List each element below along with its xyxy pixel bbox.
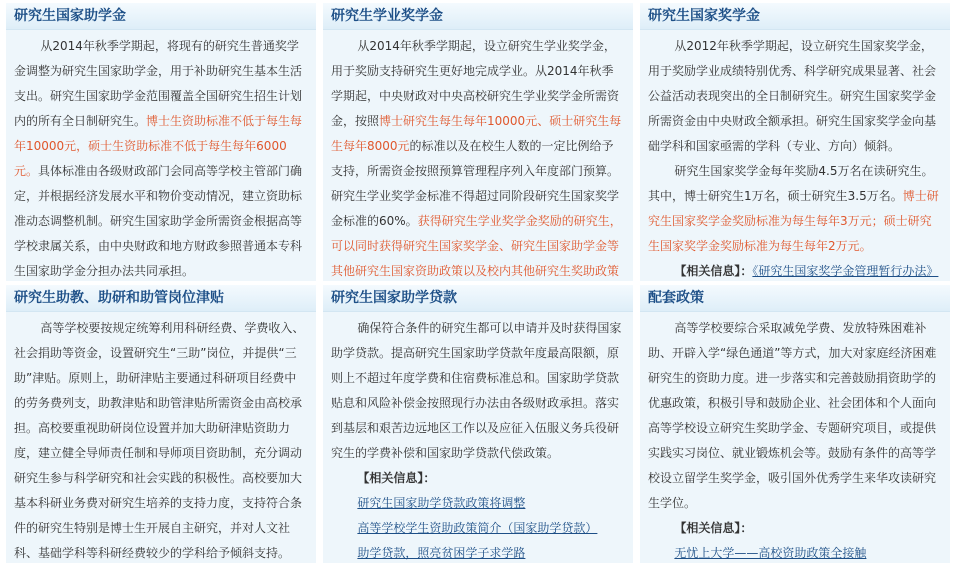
related-link[interactable]: 助学贷款，照亮贫困学子求学路 — [357, 546, 526, 560]
card-title: 研究生国家助学贷款 — [323, 285, 633, 312]
body-text: 高等学校要按规定统筹利用科研经费、学费收入、社会捐助等资金，设置研究生“三助”岗位，并提供“三助”津贴。原则上，助研津贴主要通过科研项目经费中的劳务费列支，助教津贴和助管津贴所需资金由高校承担。高校要重视助研岗位设置并加大助研津贴资助力度，建立健全导师责任制和导师项目资助制，充分调动研究生参与科学研究和社会实践的积极性。高校要加大基本科研业务费对研究生培养的支持力度，支持符合条件的研究生特别是博士生开展自主研究，并对人文社科、基础学科等科研经费较少的学科给予倾斜支持。 — [14, 321, 305, 560]
card-title: 研究生国家奖学金 — [640, 3, 950, 30]
related-info — [648, 516, 942, 541]
card-body — [640, 312, 950, 563]
related-info — [331, 466, 625, 491]
card-paragraph — [14, 34, 308, 281]
card-paragraph — [648, 34, 942, 159]
body-text: 从2012年秋季学期起，设立研究生国家奖学金，用于奖励学业成绩特别优秀、科学研究成果显著、社会公益活动表现突出的全日制研究生。研究生国家奖学金所需资金由中央财政全额承担。研究生国家奖学金向基础学科和国家亟需的学科（专业、方向）倾斜。 — [648, 39, 937, 153]
card-title: 研究生学业奖学金 — [323, 3, 633, 30]
related-info — [648, 259, 942, 281]
related-info-label: 【相关信息】： — [674, 521, 753, 535]
card-title: 配套政策 — [640, 285, 950, 312]
related-info-label: 【相关信息】： — [674, 264, 753, 278]
card-body — [640, 30, 950, 281]
card-paragraph — [331, 34, 625, 281]
related-link[interactable]: 研究生国家助学贷款政策将调整 — [357, 496, 526, 510]
related-links — [648, 541, 942, 563]
related-link[interactable]: 高等学校学生资助政策简介（国家助学贷款） — [357, 521, 598, 535]
body-text: 从2014年秋季学期起，将现有的研究生普通奖学金调整为研究生国家助学金，用于补助研究生基本生活支出。研究生国家助学金范围覆盖全国研究生招生计划内的所有全日制研究生。 — [14, 39, 303, 128]
card-paragraph — [648, 316, 942, 516]
highlight-text: 博士生资助标准不低于每生每年10000元，硕士生资助标准不低于每生每年6000元。 — [14, 114, 303, 178]
list-item — [331, 541, 625, 563]
list-item — [331, 516, 625, 541]
body-text: 研究生国家奖学金每年奖励4.5万名在读研究生。其中，博士研究生1万名，硕士研究生3.5万名。 — [648, 164, 934, 203]
card-paragraph — [331, 316, 625, 466]
related-links — [331, 491, 625, 563]
highlight-text: 获得研究生学业奖学金奖励的研究生，可以同时获得研究生国家奖学金、研究生国家助学金等其他研究生国家资助政策以及校内其他研究生奖助政策 — [331, 214, 622, 278]
card-supporting-policies — [640, 285, 950, 563]
related-link[interactable]: 无忧上大学——高校资助政策全接触 — [674, 546, 867, 560]
card-national-scholarship — [640, 3, 950, 281]
card-title: 研究生助教、助研和助管岗位津贴 — [6, 285, 316, 312]
card-student-loan — [323, 285, 633, 563]
card-body — [6, 30, 316, 281]
card-body — [323, 312, 633, 563]
body-text: 的标准以及在校生人数的一定比例给予支持，所需资金按照预算管理程序列入年度部门预算。研究生学业奖学金标准不得超过同阶段研究生国家奖学金标准的60%。 — [331, 139, 620, 228]
body-text: 具体标准由各级财政部门会同高等学校主管部门确定，并根据经济发展水平和物价变动情况，建立资助标准动态调整机制。研究生国家助学金所需资金根据高等学校隶属关系，由中央财政和地方财政参照普通本专科生国家助学金分担办法共同承担。 — [14, 164, 303, 278]
related-link[interactable]: 《研究生国家奖学金管理暂行办法》 — [752, 264, 939, 278]
highlight-text: 博士研究生每生每年10000元、硕士研究生每生每年8000元 — [331, 114, 622, 153]
body-text: 从2014年秋季学期起，设立研究生学业奖学金，用于奖励支持研究生更好地完成学业。从2014年秋季学期起，中央财政对中央高校研究生学业奖学金所需资金，按照 — [331, 39, 620, 128]
list-item — [648, 541, 942, 563]
card-paragraph — [14, 316, 308, 563]
body-text: 高等学校要综合采取减免学费、发放特殊困难补助、开辟入学“绿色通道”等方式，加大对家庭经济困难研究生的资助力度。进一步落实和完善鼓励捐资助学的优惠政策，积极引导和鼓励企业、社会团体和个人面向高等学校设立研究生奖助学金、专题研究项目，或提供实践实习岗位、就业锻炼机会等。鼓励有条件的高等学校设立留学生奖学金，吸引国外优秀学生来华攻读研究生学位。 — [648, 321, 937, 510]
card-academic-scholarship — [323, 3, 633, 281]
card-assistantship-allowance — [6, 285, 316, 563]
highlight-text: 博士研究生国家奖学金奖励标准为每生每年3万元；硕士研究生国家奖学金奖励标准为每生每年2万元。 — [648, 189, 939, 253]
card-graduate-grant — [6, 3, 316, 281]
body-text: 确保符合条件的研究生都可以申请并及时获得国家助学贷款。提高研究生国家助学贷款年度最高限额，原则上不超过年度学费和住宿费标准总和。国家助学贷款贴息和风险补偿金按照现行办法由各级财政承担。落实到基层和艰苦边远地区工作以及应征入伍服义务兵役研究生的学费补偿和国家助学贷款代偿政策。 — [331, 321, 622, 460]
card-title: 研究生国家助学金 — [6, 3, 316, 30]
card-body — [6, 312, 316, 563]
card-body — [323, 30, 633, 281]
card-paragraph — [648, 159, 942, 259]
list-item — [331, 491, 625, 516]
related-info-label: 【相关信息】： — [357, 471, 436, 485]
